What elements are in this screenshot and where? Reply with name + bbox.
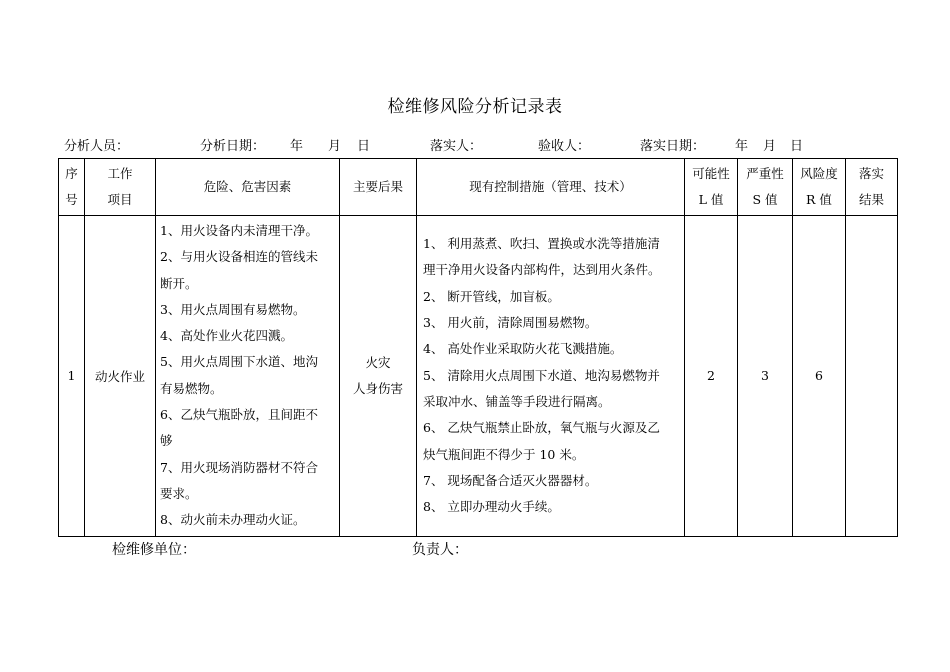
header-risk: 风险度 R 值: [793, 159, 846, 216]
row-severity-value: 3: [738, 216, 793, 537]
table-row: [59, 216, 898, 537]
implementation-date-label: 落实日期：: [640, 139, 706, 154]
day-label-2: 日: [790, 139, 804, 154]
day-label: 日: [357, 139, 371, 154]
year-label: 年: [290, 139, 304, 154]
row-measures: [417, 216, 685, 537]
hazard-line: 3、用火点周围有易燃物。: [160, 301, 306, 317]
measure-line: 理干净用火设备内部构件，达到用火条件。: [423, 262, 661, 278]
row-result: [846, 216, 898, 537]
measure-line: 5、 清除用火点周围下水道、地沟易燃物并: [423, 367, 660, 383]
hazard-line: 够: [160, 433, 173, 449]
header-consequence: 主要后果: [340, 159, 417, 216]
measure-line: 3、 用火前，清除周围易燃物。: [423, 315, 598, 331]
measure-line: 8、 立即办理动火手续。: [423, 499, 560, 515]
analyst-label: 分析人员：: [64, 139, 130, 154]
hazard-line: 2、与用火设备相连的管线未: [160, 249, 318, 265]
row-likelihood-value: 2: [685, 216, 738, 537]
responsible-person-label: 负责人：: [412, 542, 468, 558]
row-consequence: 火灾 人身伤害: [340, 216, 417, 537]
measure-line: 1、 利用蒸煮、吹扫、置换或水洗等措施清: [423, 236, 660, 252]
measure-line: 4、 高处作业采取防火花飞溅措施。: [423, 341, 623, 357]
measure-line: 炔气瓶间距不得少于 10 米。: [423, 446, 585, 462]
hazard-line: 有易燃物。: [160, 380, 223, 396]
header-work-item: 工作 项目: [85, 159, 156, 216]
header-hazard: 危险、危害因素: [156, 159, 340, 216]
hazard-line: 6、乙炔气瓶卧放，且间距不: [160, 407, 318, 423]
month-label-2: 月: [763, 139, 777, 154]
hazard-line: 8、动火前未办理动火证。: [160, 512, 306, 528]
hazard-line: 7、用火现场消防器材不符合: [160, 459, 318, 475]
hazard-line: 5、用火点周围下水道、地沟: [160, 354, 318, 370]
row-seq: 1: [59, 216, 85, 537]
hazard-line: 断开。: [160, 275, 198, 291]
measure-line: 采取冲水、铺盖等手段进行隔离。: [423, 393, 611, 409]
measure-line: 2、 断开管线，加盲板。: [423, 288, 560, 304]
row-work-item: 动火作业: [85, 216, 156, 537]
month-label: 月: [328, 139, 342, 154]
analysis-date-label: 分析日期：: [200, 139, 266, 154]
year-label-2: 年: [735, 139, 749, 154]
measure-line: 7、 现场配备合适灭火器器材。: [423, 472, 598, 488]
hazard-line: 1、用火设备内未清理干净。: [160, 223, 318, 238]
header-result: 落实 结果: [846, 159, 898, 216]
table-header-row: [59, 159, 898, 216]
header-measures: 现有控制措施（管理、技术）: [417, 159, 685, 216]
hazard-line: 要求。: [160, 485, 198, 501]
row-risk-value: 6: [793, 216, 846, 537]
header-severity: 严重性 S 值: [738, 159, 793, 216]
measure-line: 6、 乙炔气瓶禁止卧放，氧气瓶与火源及乙: [423, 420, 660, 436]
header-likelihood: 可能性 L 值: [685, 159, 738, 216]
risk-analysis-table: [58, 158, 898, 537]
row-hazards: [156, 216, 340, 537]
hazard-line: 4、高处作业火花四溅。: [160, 328, 293, 344]
page-title: 检维修风险分析记录表: [387, 97, 563, 117]
acceptor-label: 验收人：: [538, 139, 591, 154]
maintenance-unit-label: 检维修单位：: [112, 542, 196, 558]
implementer-label: 落实人：: [430, 139, 483, 154]
header-seq: 序 号: [59, 159, 85, 216]
